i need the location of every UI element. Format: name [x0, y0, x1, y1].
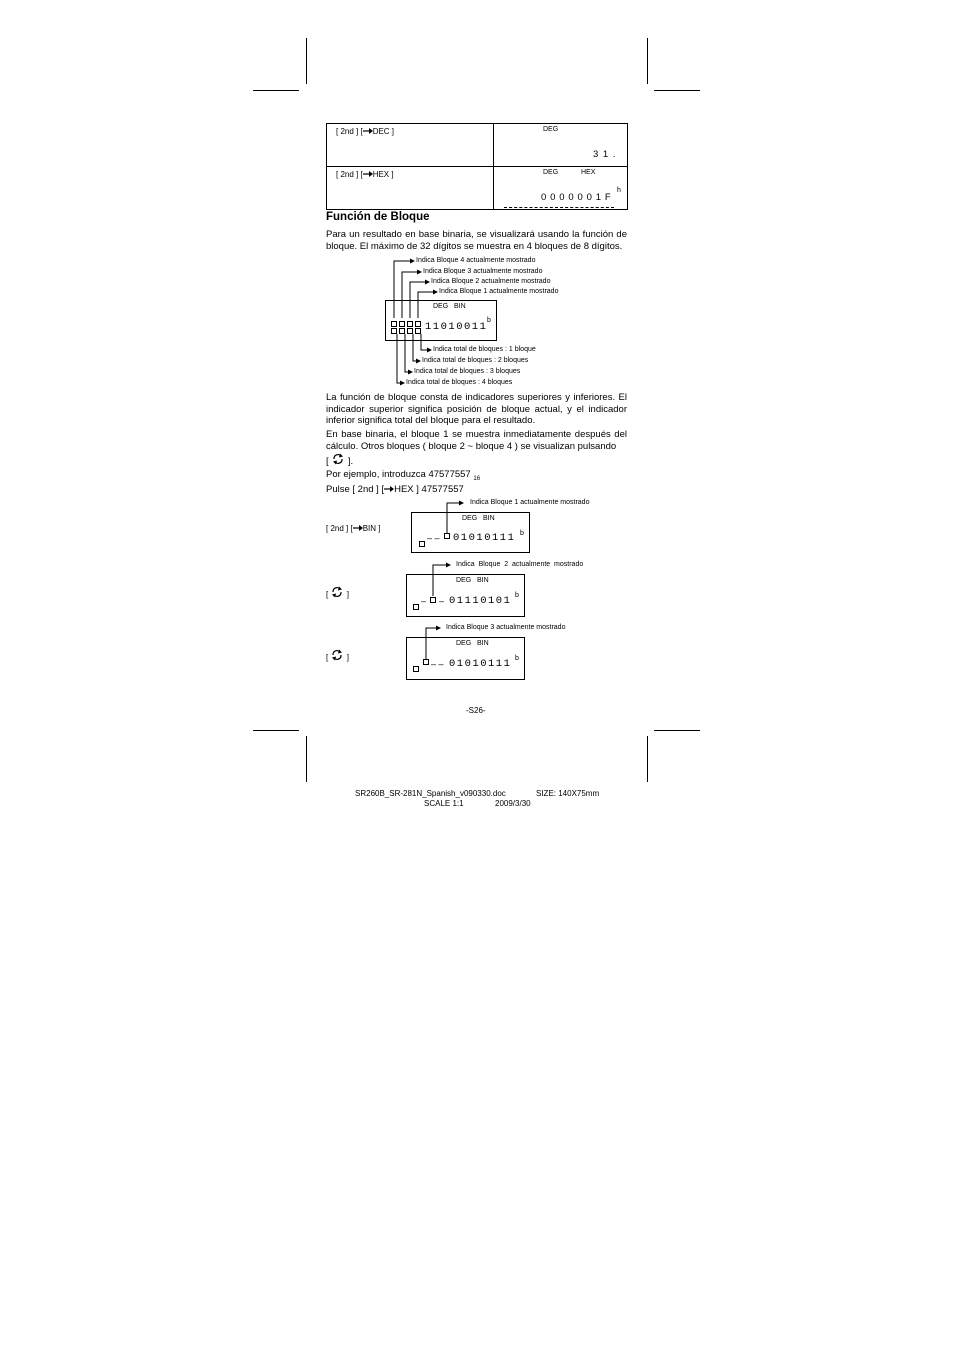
step-2-dash-2: – — [439, 596, 445, 606]
paragraph-indicators: La función de bloque consta de indicadores superiores y inferiores. El indicador superior significa posición de bloque actual, y el indicador inferior significa total del bloque para el resultado. — [326, 392, 627, 426]
paragraph-binary-blocks-key: [ ]. — [326, 452, 353, 468]
block-diagram-suffix: b — [487, 317, 491, 324]
step-2-suffix: b — [515, 592, 519, 599]
step-1-indicator: DEG BIN — [462, 515, 495, 522]
table-row-2-indicator-deg: DEG — [543, 169, 559, 176]
section-title: Función de Bloque — [326, 211, 430, 223]
footer-date: 2009/3/30 — [495, 799, 531, 808]
block-diagram-indicator: DEG BIN — [433, 303, 466, 310]
step-2-dash: – — [421, 596, 427, 606]
step-3-digits: 01010111 — [449, 658, 512, 670]
top-label-block-1: Indica Bloque 1 actualmente mostrado — [439, 288, 559, 295]
step-2-indicator: DEG BIN — [456, 577, 489, 584]
step-1-annotation: Indica Bloque 1 actualmente mostrado — [470, 499, 590, 506]
step-2-annotation: Indica Bloque 2 actualmente mostrado — [456, 561, 584, 568]
bottom-label-1-block: Indica total de bloques : 1 bloque — [433, 346, 536, 353]
example-line: Por ejemplo, introduzca 47577557 $_{16}$ — [326, 469, 481, 482]
table-row-1-display: 3 1 . — [593, 149, 617, 160]
step-3-upper-indicator — [423, 659, 429, 665]
bottom-label-2-blocks: Indica total de bloques : 2 bloques — [422, 357, 529, 364]
table-row-2-key: [ 2nd ] [ HEX ] — [336, 170, 394, 179]
step-3-indicator: DEG BIN — [456, 640, 489, 647]
bottom-label-3-blocks: Indica total de bloques : 3 bloques — [414, 368, 521, 375]
step-1-digits: 01010111 — [453, 532, 516, 544]
table-row-2-indicator-hex: HEX — [581, 169, 596, 176]
step-3-key: [ ] — [326, 648, 349, 662]
step-3-dashes: – – — [431, 659, 444, 669]
step-1-suffix: b — [520, 530, 524, 537]
top-label-block-2: Indica Bloque 2 actualmente mostrado — [431, 278, 551, 285]
intro-paragraph: Para un resultado en base binaria, se visualizará usando la función de bloque. El máximo de 32 dígitos se muestra en 4 bloques de 8 dígitos. — [326, 229, 627, 252]
step-2-digits: 01110101 — [449, 595, 512, 607]
top-label-block-4: Indica Bloque 4 actualmente mostrado — [416, 257, 536, 264]
step-3-lower-indicator — [413, 666, 419, 672]
table-row-2-suffix: h — [617, 187, 621, 194]
top-label-block-3: Indica Bloque 3 actualmente mostrado — [423, 268, 543, 275]
footer-scale: SCALE 1:1 — [424, 799, 464, 808]
table-row-1-key: [ 2nd ] [ DEC ] — [336, 127, 395, 136]
footer-filename: SR260B_SR-281N_Spanish_v090330.doc — [355, 789, 506, 798]
block-diagram-digits: 11010011 — [425, 321, 488, 333]
press-line: Pulse [ 2nd ] [ HEX ] 47577557 — [326, 484, 464, 495]
step-3-suffix: b — [515, 655, 519, 662]
paragraph-binary-blocks: En base binaria, el bloque 1 se muestra inmediatamente después del cálculo. Otros bloques ( bloque 2 ~ bloque 4 ) se visualizan pulsando — [326, 429, 627, 452]
step-3-annotation: Indica Bloque 3 actualmente mostrado — [446, 624, 566, 631]
step-1-key: [ 2nd ] [ BIN ] — [326, 524, 381, 533]
step-2-key: [ ] — [326, 585, 349, 599]
bottom-label-4-blocks: Indica total de bloques : 4 bloques — [406, 379, 513, 386]
table-row-2-display: 0 0 0 0 0 0 1 F — [541, 192, 612, 203]
page-number: -S26- — [466, 706, 486, 715]
step-1-dashes: – – — [427, 533, 440, 543]
footer-size: SIZE: 140X75mm — [536, 789, 600, 798]
table-row-1-indicator: DEG — [543, 126, 559, 133]
